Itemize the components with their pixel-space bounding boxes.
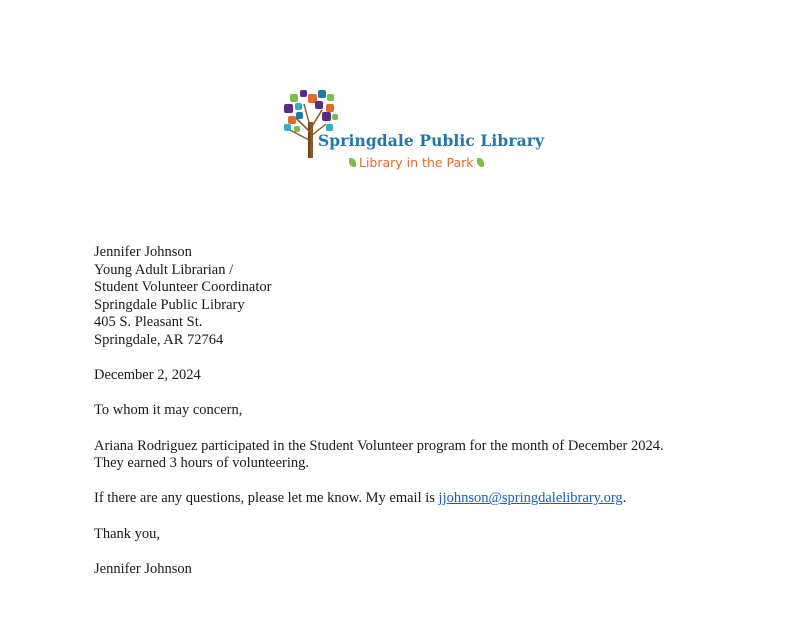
spacer xyxy=(94,543,754,561)
salutation: To whom it may concern, xyxy=(94,402,243,419)
contact-paragraph xyxy=(94,490,754,508)
letterhead xyxy=(282,88,545,170)
leaf-right-icon xyxy=(477,158,484,167)
letter-date: December 2, 2024 xyxy=(94,367,201,384)
spacer xyxy=(94,385,754,403)
body-line-1: Ariana Rodriguez participated in the Student Volunteer program for the month of December 2024. xyxy=(94,437,664,454)
letter-body xyxy=(94,244,754,578)
email-link[interactable]: jjohnson@springdalelibrary.org xyxy=(438,490,623,507)
sender-street: 405 S. Pleasant St. xyxy=(94,314,203,331)
signature-name: Jennifer Johnson xyxy=(94,560,192,577)
library-name: Springdale Public Library xyxy=(318,131,545,150)
tagline: Library in the Park xyxy=(359,155,474,170)
sender-city-state-zip: Springdale, AR 72764 xyxy=(94,331,224,348)
sender-title-line-1: Young Adult Librarian / xyxy=(94,261,234,278)
tagline-row xyxy=(349,155,484,170)
sender-title-line-2: Student Volunteer Coordinator xyxy=(94,279,272,296)
spacer xyxy=(94,350,754,368)
sender-address-block xyxy=(94,244,754,350)
contact-period: . xyxy=(622,490,627,507)
leaf-left-icon xyxy=(349,158,356,167)
contact-text: If there are any questions, please let me know. My email is xyxy=(94,490,439,507)
spacer xyxy=(94,473,754,491)
spacer xyxy=(94,420,754,438)
sender-name: Jennifer Johnson xyxy=(94,244,192,260)
body-line-2: They earned 3 hours of volunteering. xyxy=(94,455,310,472)
closing: Thank you, xyxy=(94,525,161,542)
sender-organization: Springdale Public Library xyxy=(94,296,245,313)
spacer xyxy=(94,508,754,526)
